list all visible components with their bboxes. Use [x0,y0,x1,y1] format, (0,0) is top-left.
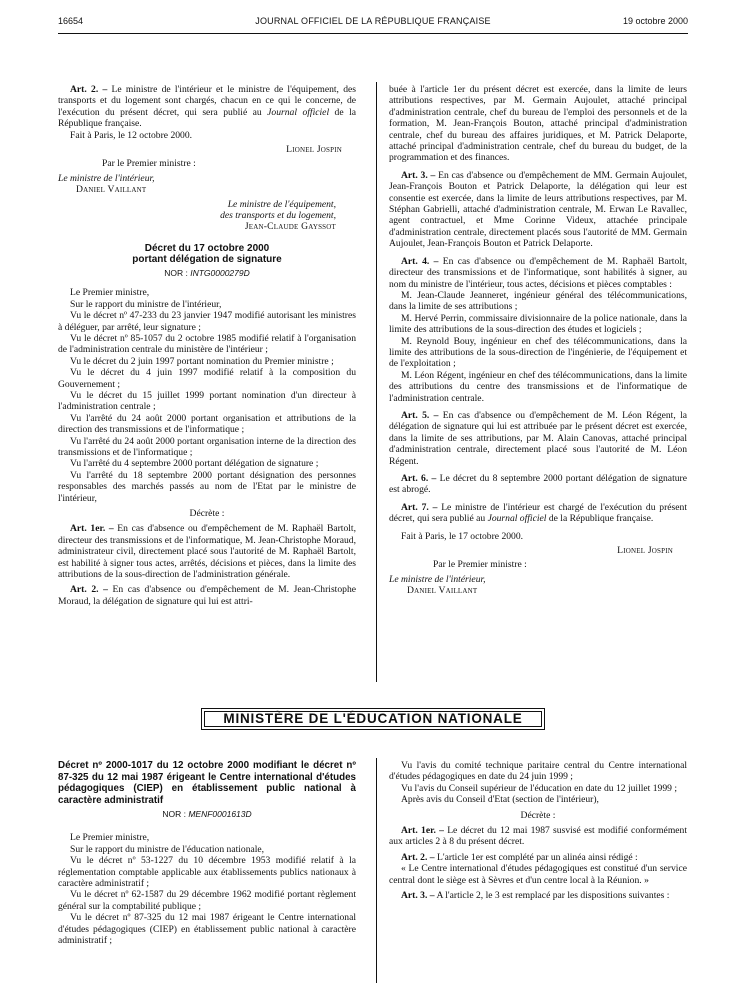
article-1: Art. 1er. – En cas d'absence ou d'empêchement de M. Raphaël Bartolt, directeur des transmissions et de l'informatique, M. Jean-Christophe Moraud, administrateur civil, directement placé sous l'autorité de M. Raphaël Bartolt, est habilité à signer tous actes, arrêtés, décisions et pièces, dans la limite des attributions de la sous-direction de l'administration générale. [58,523,356,581]
preamble-line: Vu l'arrêté du 18 septembre 2000 portant désignation des personnes responsables des marchés passés au nom de l'Etat par le ministre de l'intérieur, [58,469,356,504]
preamble-line: Vu le décret nº 62-1587 du 29 décembre 1962 modifié portant règlement général sur la comptabilité publique ; [58,889,356,912]
preamble-line: Sur le rapport du ministre de l'éducation nationale, [70,843,265,855]
section1-right-column [389,84,687,600]
article-4-item: M. Hervé Perrin, commissaire divisionnaire de la police nationale, dans la limite des attributions de la sous-direction des études et logiciels ; [389,312,687,336]
journal-title: JOURNAL OFFICIEL DE LA RÉPUBLIQUE FRANÇAISE [255,16,491,26]
par-premier-ministre: Par le Premier ministre : [102,158,196,170]
preamble-line: Vu l'avis du comité technique paritaire central du Centre international d'études pédagogiques en date du 24 juin 1999 ; [389,760,687,783]
preamble-line: Vu l'arrêté du 24 août 2000 portant organisation et attributions de la direction des transmissions et de l'informatique ; [58,412,356,436]
section1-left-column [58,84,356,607]
nor-reference: NOR : MENF0001613D [162,809,252,819]
preamble-line: Vu le décret du 15 juillet 1999 portant nomination d'un directeur à l'administration centrale ; [58,389,356,413]
signatory-name: Lionel Jospin [286,144,342,156]
preamble-line: Après avis du Conseil d'Etat (section de l'intérieur), [401,794,599,806]
preamble-line: Vu le décret nº 85-1057 du 2 octobre 1985 modifié relatif à l'organisation de l'administration centrale du ministère de l'intérieur ; [58,332,356,356]
article-3: Art. 3. – En cas d'absence ou d'empêchement de MM. Germain Aujoulet, Jean-François Bouton et Patrick Delaporte, la délégation qui leur est consentie est exercée, dans la limite de leurs attributions respectives, par M. Stéphan Gabrielli, attaché d'administration centrale, M. Erwan Le Ravallec, agent contractuel, et Mme Corinne Videux, attachée principale d'administration centrale, directement placés sous l'autorité de MM. Germain Aujoulet, Jean-François Bouton et Patrick Delaporte. [389,169,687,250]
fait-a-paris: Fait à Paris, le 17 octobre 2000. [401,530,524,542]
column-divider [376,758,377,983]
minister-title: Le ministre de l'intérieur, [58,172,155,184]
minister-name: Daniel Vaillant [407,585,478,597]
article-5: Art. 5. – En cas d'absence ou d'empêchement de M. Léon Régent, la délégation de signature qui lui est attribuée par le présent décret est exercée, dans la limite de ses attributions, par M. Alain Canovas, attaché principal d'administration centrale, directement placé sous l'autorité de M. Léon Régent. [389,409,687,467]
preamble-line: Vu le décret du 4 juin 1997 modifié relatif à la composition du Gouvernement ; [58,367,356,390]
preamble-line: Vu l'arrêté du 4 septembre 2000 portant délégation de signature ; [70,458,319,470]
article-6: Art. 6. – Le décret du 8 septembre 2000 portant délégation de signature est abrogé. [389,473,687,496]
article-2: Art. 2. – L'article 1er est complété par un alinéa ainsi rédigé : [401,851,638,863]
article-1: Art. 1er. – Le décret du 12 mai 1987 susvisé est modifié conformément aux articles 2 à 8 du présent décret. [389,825,687,848]
decrete: Décrète : [520,809,556,821]
preamble-line: Vu le décret nº 53-1227 du 10 décembre 1953 modifié relatif à la réglementation comptable applicable aux établissements publics nationaux à caractère administratif ; [58,855,356,890]
column-divider [376,82,377,682]
ministry-banner: MINISTÈRE DE L'ÉDUCATION NATIONALE [201,708,545,730]
preamble-line: Vu le décret nº 87-325 du 12 mai 1987 érigeant le Centre international d'études pédagogiques (CIEP) en établissement public national à caractère administratif ; [58,912,356,947]
minister-name: Daniel Vaillant [76,184,147,196]
issue-date: 19 octobre 2000 [622,16,688,26]
preamble-line: Vu le décret du 2 juin 1997 portant nomination du Premier ministre ; [70,355,334,367]
page-header [58,14,688,30]
minister-equipment-title: Le ministre de l'équipement, [227,198,336,210]
article-7: Art. 7. – Le ministre de l'intérieur est chargé de l'exécution du présent décret, qui sera publié au Journal officiel de la République française. [389,501,688,525]
preamble-line: Sur le rapport du ministre de l'intérieur, [70,298,222,310]
preamble-line: Le Premier ministre, [70,832,150,844]
article-4: Art. 4. – En cas d'absence ou d'empêchement de M. Raphaël Bartolt, directeur des transmissions et de l'informatique, sont habilités à signer, au nom du ministre de l'intérieur, tous actes, décisions et pièces comptables : [389,255,687,290]
article-2: Art. 2. – En cas d'absence ou d'empêchement de M. Jean-Christophe Moraud, la délégation de signature qui lui est attri- [58,584,356,607]
page-number: 16654 [58,16,84,26]
article-4-item: M. Léon Régent, ingénieur en chef des télécommunications, dans la limite des attributions du centre des transmissions et de l'informatique de l'administration centrale. [389,369,687,404]
article-2-previous: Art. 2. – Le ministre de l'intérieur et le ministre de l'équipement, des transports et du logement sont chargés, chacun en ce qui le concerne, de l'exécution du présent décret, qui sera publié au Journal officiel de la République française. [58,84,356,130]
decree-title: Décret du 17 octobre 2000 portant délégation de signature [132,242,282,266]
minister-equipment-title-2: des transports et du logement, [220,210,336,222]
header-rule [58,33,688,34]
article-2-continued: buée à l'article 1er du présent décret est exercée, dans la limite de leurs attributions respectives, par M. Germain Aujoulet, attaché principal d'administration centrale, chef du bureau de l'emploi des personnels et de la formation, M. Jean-François Bouton, attaché principal d'administration centrale, chef du bureau des affaires juridiques, et M. Patrick Delaporte, attaché principal d'administration centrale, chef du bureau du budget, de la programmation et des finances. [389,84,687,164]
article-3: Art. 3. – A l'article 2, le 3 est remplacé par les dispositions suivantes : [401,890,670,902]
section2-left-column [58,760,356,946]
preamble-line: Le Premier ministre, [70,287,150,299]
preamble-line: Vu l'arrêté du 24 août 2000 portant organisation interne de la direction des transmissions et de l'informatique ; [58,435,356,458]
article-2-quote: « Le Centre international d'études pédagogiques est constitué d'un service central dont le siège est à Sèvres et d'un centre local à la Réunion. » [389,863,687,886]
par-premier-ministre: Par le Premier ministre : [433,559,527,571]
article-4-item: M. Reynold Bouy, ingénieur en chef des télécommunications, dans la limite des attributions de la sous-direction de l'ingénierie, de l'équipement et de l'exploitation ; [389,335,687,370]
decrete: Décrète : [189,508,225,519]
signatory-name: Lionel Jospin [617,545,673,557]
preamble-line: Vu l'avis du Conseil supérieur de l'éducation en date du 12 juillet 1999 ; [401,782,677,794]
nor-reference: NOR : INTG0000279D [164,267,250,278]
preamble-line: Vu le décret nº 47-233 du 23 janvier 1947 modifié autorisant les ministres à déléguer, par arrêté, leur signature ; [58,310,356,333]
section2-right-column [389,760,687,901]
decree-title: Décret nº 2000-1017 du 12 octobre 2000 modifiant le décret nº 87-325 du 12 mai 1987 érigeant le Centre international d'études pédagogiques (CIEP) en établissement public national à caractère administratif [58,760,356,806]
article-4-item: M. Jean-Claude Jeanneret, ingénieur général des télécommunications, dans la limite de ses attributions ; [389,289,687,313]
fait-a-paris: Fait à Paris, le 12 octobre 2000. [70,129,193,141]
minister-equipment-name: Jean-Claude Gayssot [244,221,336,233]
minister-title: Le ministre de l'intérieur, [389,573,486,585]
